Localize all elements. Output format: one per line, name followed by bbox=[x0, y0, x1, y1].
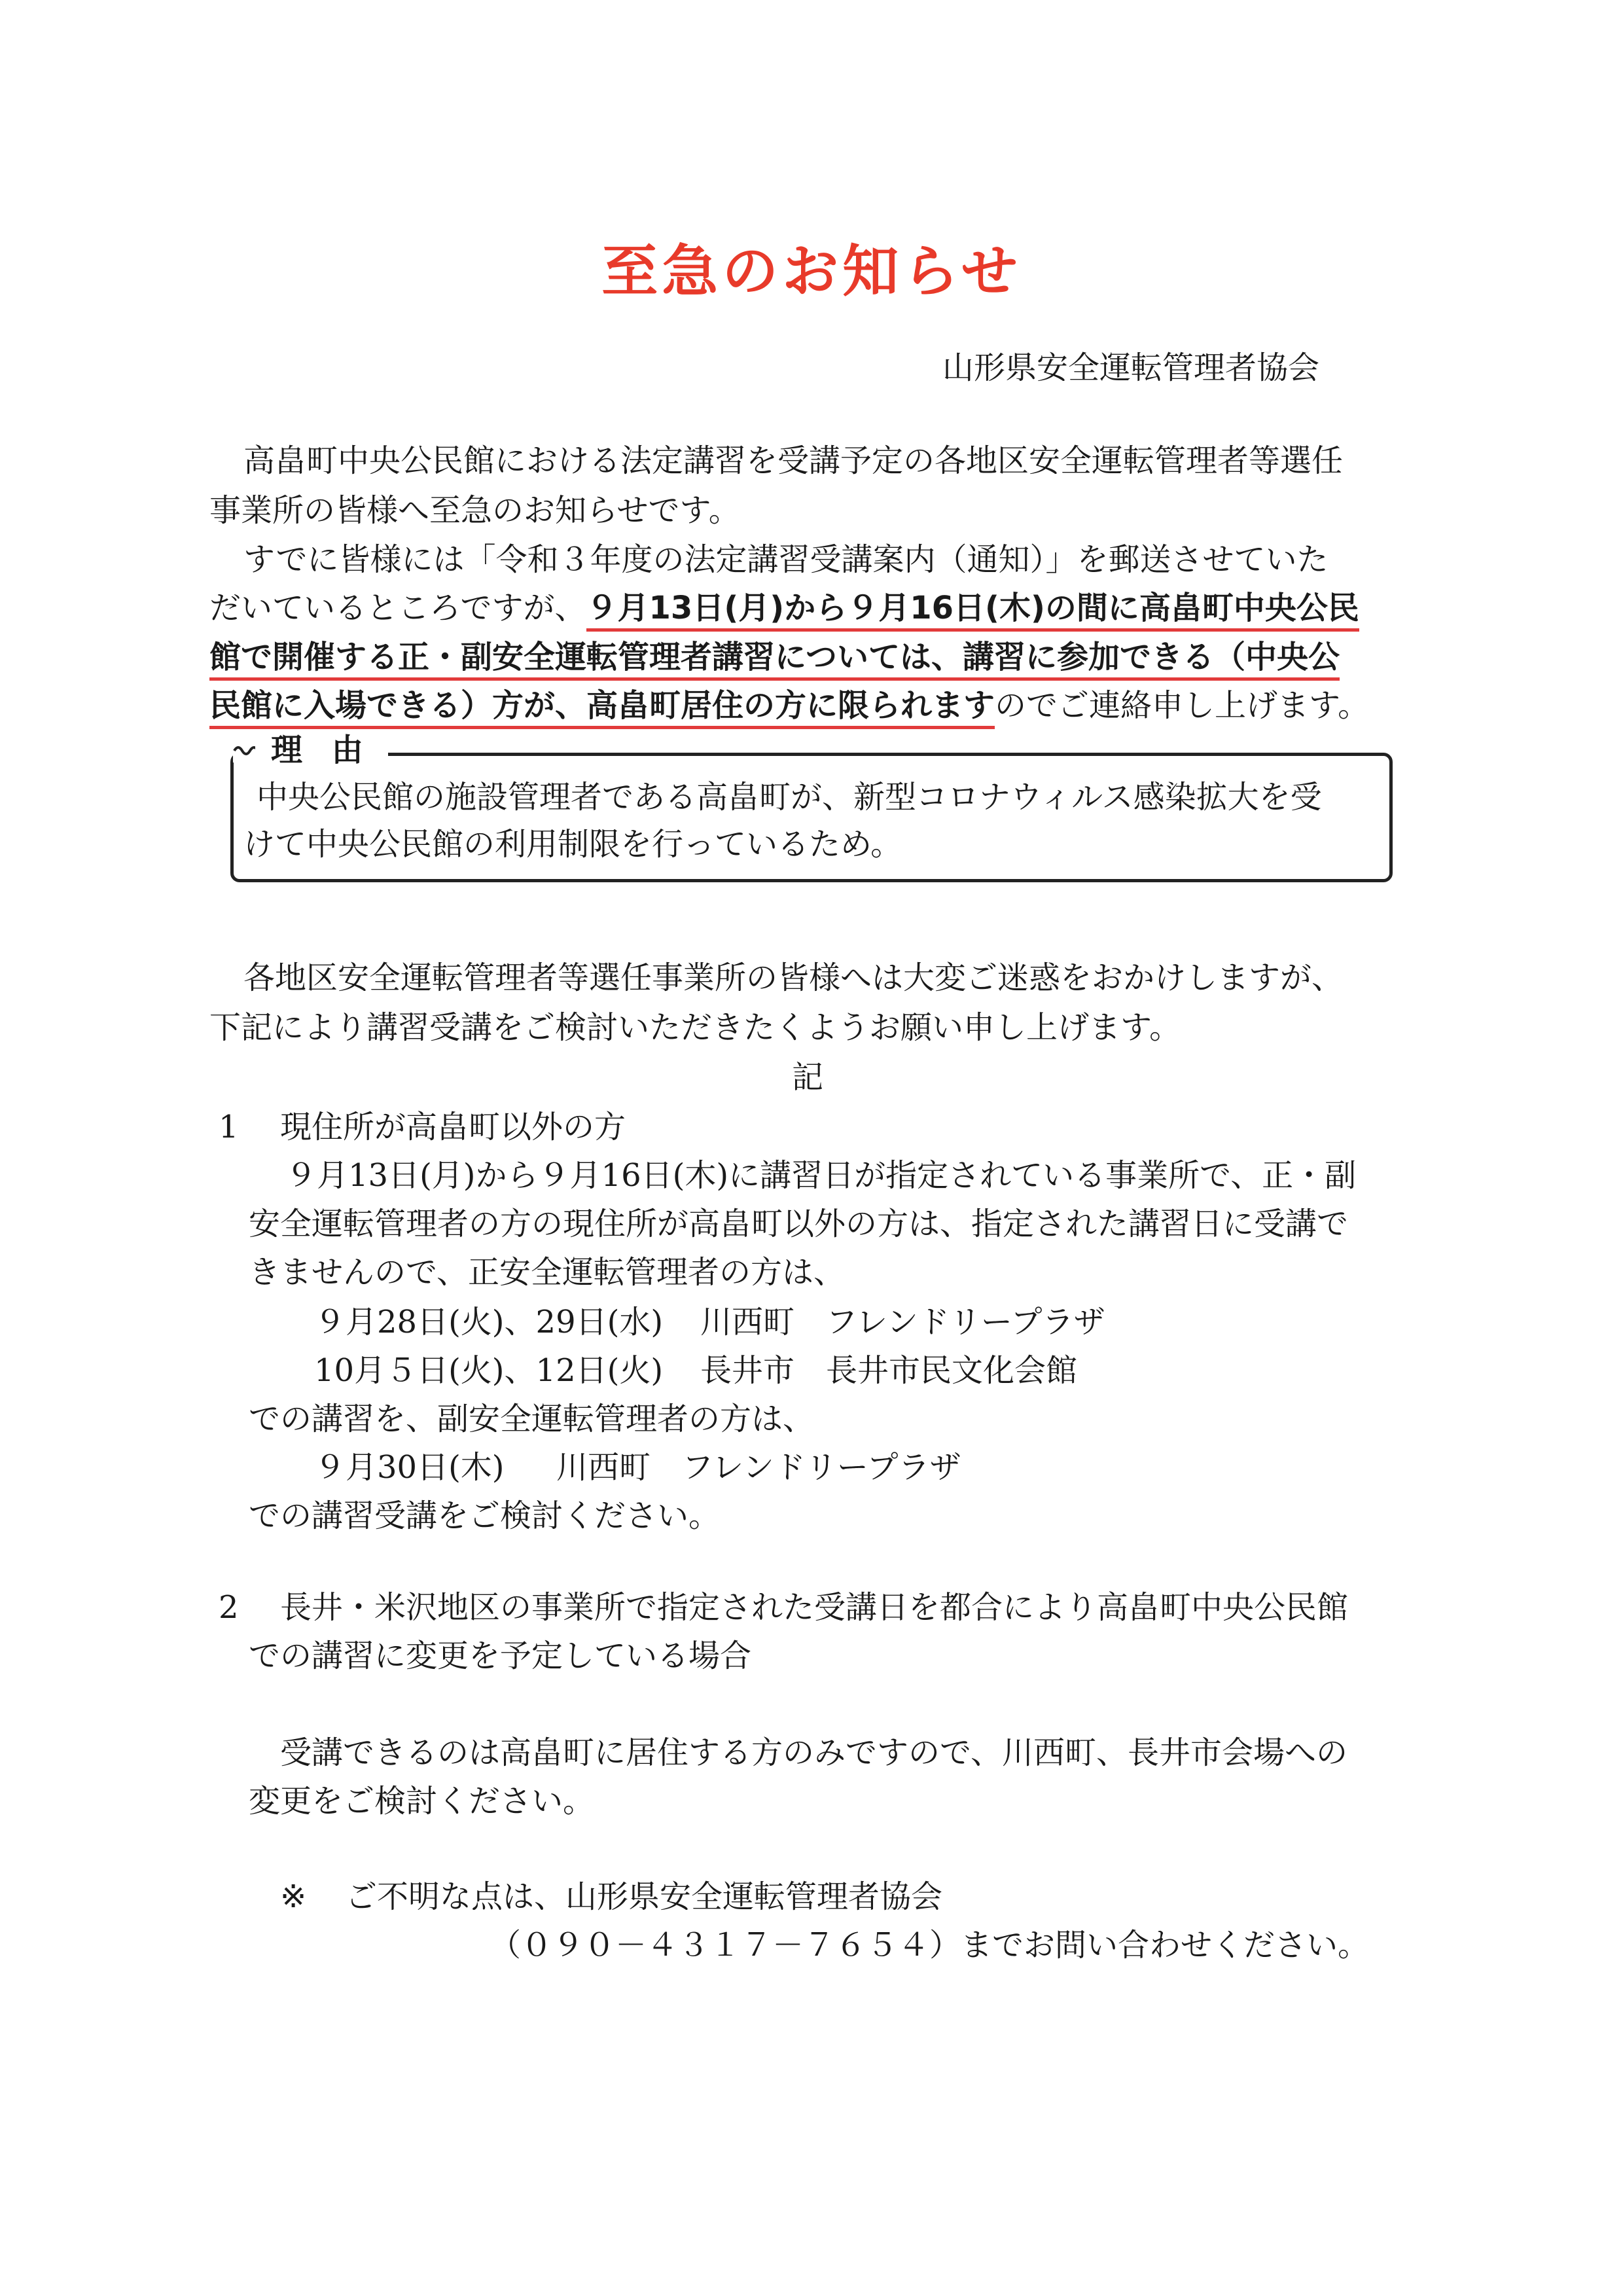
reason-label: 理 由 bbox=[255, 730, 388, 770]
page-title: 至急のお知らせ bbox=[601, 239, 1022, 304]
item-number: 1 bbox=[219, 1109, 239, 1145]
intro-line: 事業所の皆様へ至急のお知らせです。 bbox=[209, 492, 740, 529]
schedule-place: 川西町 フレンドリープラザ bbox=[556, 1449, 961, 1486]
highlighted-notice: 館で開催する正・副安全運転管理者講習については、講習に参加できる（中央公 bbox=[209, 639, 1340, 681]
contact-phone: （０９０－４３１７－７６５４）までお問い合わせください。 bbox=[490, 1927, 1370, 1964]
item-text: 安全運転管理者の方の現住所が高畠町以外の方は、指定された講習日に受講で bbox=[249, 1206, 1349, 1242]
highlighted-notice: 民館に入場できる）方が、高畠町居住の方に限られます bbox=[209, 687, 995, 729]
intro-line: すでに皆様には「令和３年度の法定講習受講案内（通知）」を郵送させていた bbox=[243, 541, 1329, 578]
item-text: きませんので、正安全運転管理者の方は、 bbox=[249, 1254, 846, 1291]
item-text: 変更をご検討ください。 bbox=[249, 1783, 595, 1820]
request-text: 各地区安全運転管理者等選任事業所の皆様へは大変ご迷惑をおかけしますが、 bbox=[243, 960, 1344, 996]
schedule-place: 長井市 長井市民文化会館 bbox=[700, 1352, 1078, 1389]
schedule-place: 川西町 フレンドリープラザ bbox=[700, 1304, 1105, 1340]
reason-text: けて中央公民館の利用制限を行っているため。 bbox=[243, 826, 902, 863]
schedule-date: ９月30日(木) bbox=[314, 1449, 505, 1486]
intro-line bbox=[209, 636, 1340, 678]
contact-text: ご不明な点は、山形県安全運転管理者協会 bbox=[346, 1878, 943, 1915]
ki-heading: 記 bbox=[792, 1059, 824, 1096]
item-text: 受講できるのは高畠町に居住する方のみですので、川西町、長井市会場への bbox=[280, 1734, 1348, 1771]
item-text: での講習に変更を予定している場合 bbox=[249, 1638, 752, 1674]
intro-text: だいているところですが、 bbox=[209, 590, 586, 626]
schedule-date: ９月28日(火)、29日(水) bbox=[314, 1304, 664, 1340]
note-mark: ※ bbox=[280, 1878, 307, 1915]
intro-line bbox=[209, 685, 1369, 726]
schedule-date: 10月５日(火)、12日(火) bbox=[314, 1352, 664, 1389]
item-text: での講習を、副安全運転管理者の方は、 bbox=[249, 1401, 815, 1437]
intro-text: のでご連絡申し上げます。 bbox=[995, 687, 1370, 724]
item-text: ９月13日(月)から９月16日(木)に講習日が指定されている事業所で、正・副 bbox=[285, 1157, 1357, 1194]
organization-name: 山形県安全運転管理者協会 bbox=[942, 350, 1320, 386]
highlighted-notice: ９月13日(月)から９月16日(木)の間に高畠町中央公民 bbox=[586, 590, 1359, 632]
item-text: での講習受講をご検討ください。 bbox=[249, 1498, 721, 1534]
item-heading: 現住所が高畠町以外の方 bbox=[280, 1109, 626, 1145]
item-number: 2 bbox=[219, 1589, 239, 1626]
intro-line bbox=[209, 587, 1359, 629]
intro-line: 高畠町中央公民館における法定講習を受講予定の各地区安全運転管理者等選任 bbox=[243, 442, 1344, 479]
item-text: 長井・米沢地区の事業所で指定された受講日を都合により高畠町中央公民館 bbox=[280, 1589, 1349, 1626]
request-text: 下記により講習受講をご検討いただきたくようお願い申し上げます。 bbox=[209, 1009, 1181, 1046]
reason-text: 中央公民館の施設管理者である高畠町が、新型コロナウィルス感染拡大を受 bbox=[257, 779, 1322, 816]
